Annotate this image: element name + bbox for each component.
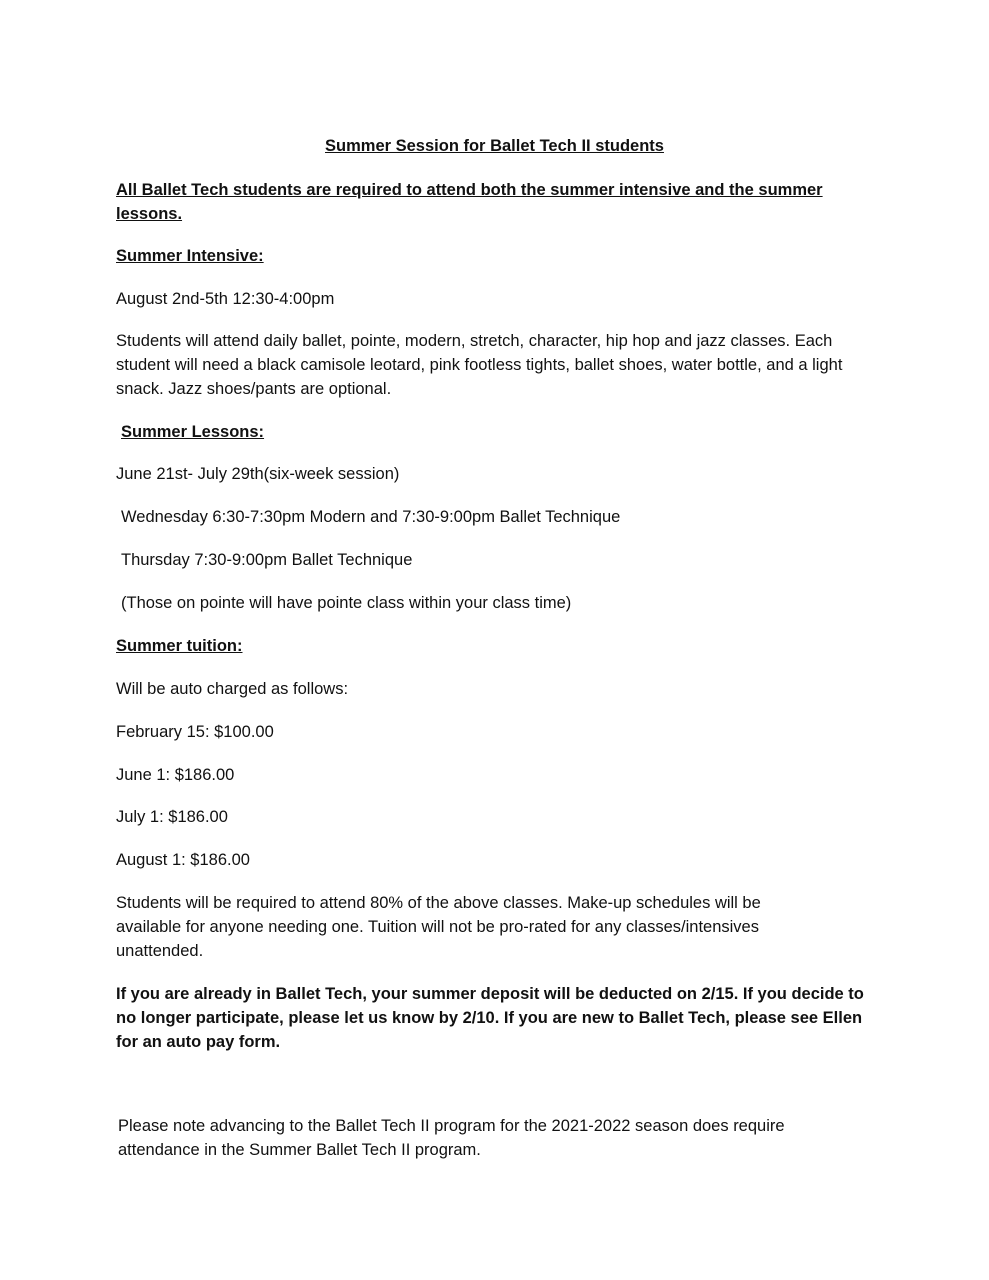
intensive-heading: Summer Intensive:	[116, 247, 264, 265]
tuition-charge: June 1: $186.00	[116, 766, 235, 784]
tuition-charge: July 1: $186.00	[116, 808, 228, 826]
tuition-heading: Summer tuition:	[116, 637, 243, 655]
document-title: Summer Session for Ballet Tech II students	[325, 137, 664, 155]
lessons-pointe-note: (Those on pointe will have pointe class within your class time)	[121, 594, 572, 612]
deposit-notice: If you are already in Ballet Tech, your summer deposit will be deducted on 2/15. If you decide to no longer participate, please let us know by 2/10. If you are new to Ballet Tech, please see Ellen for an auto pay form.	[116, 985, 864, 1051]
lessons-thursday: Thursday 7:30-9:00pm Ballet Technique	[121, 551, 413, 569]
lessons-dates: June 21st- July 29th(six-week session)	[116, 465, 400, 483]
tuition-charge: February 15: $100.00	[116, 723, 274, 741]
tuition-intro: Will be auto charged as follows:	[116, 680, 349, 698]
intensive-dates: August 2nd-5th 12:30-4:00pm	[116, 290, 335, 308]
intensive-description: Students will attend daily ballet, pointe, modern, stretch, character, hip hop and jazz classes. Each student will need a black camisole leotard, pink footless tights, ballet shoes, water bottle, and a light snack. Jazz shoes/pants are optional.	[116, 332, 843, 398]
tuition-charge: August 1: $186.00	[116, 851, 250, 869]
advancing-note: Please note advancing to the Ballet Tech II program for the 2021-2022 season does require attendance in the Summer Ballet Tech II program.	[118, 1117, 785, 1159]
requirement-notice: All Ballet Tech students are required to attend both the summer intensive and the summer lessons.	[116, 181, 823, 223]
attendance-policy: Students will be required to attend 80% of the above classes. Make-up schedules will be available for anyone needing one. Tuition will not be pro-rated for any classes/intensives unattended.	[116, 894, 761, 960]
lessons-heading: Summer Lessons:	[121, 423, 265, 441]
lessons-wednesday: Wednesday 6:30-7:30pm Modern and 7:30-9:00pm Ballet Technique	[121, 508, 621, 526]
